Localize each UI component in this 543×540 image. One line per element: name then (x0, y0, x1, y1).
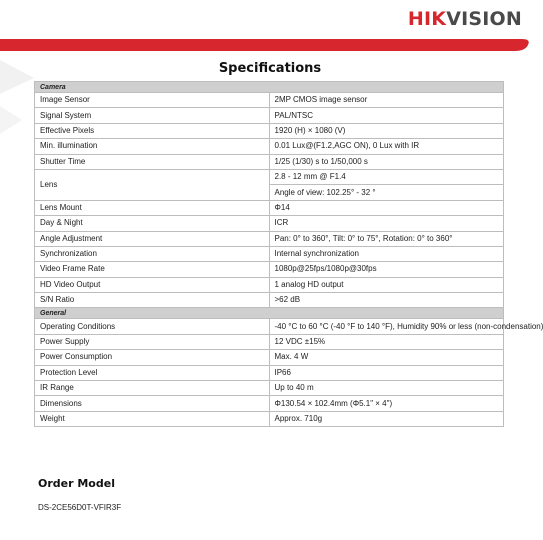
spec-label: Synchronization (35, 246, 270, 261)
spec-value: Max. 4 W (269, 350, 504, 365)
spec-row (35, 277, 504, 292)
spec-label: Min. illumination (35, 139, 270, 154)
page-title: Specifications (218, 61, 322, 76)
spec-value: 1/25 (1/30) s to 1/50,000 s (269, 154, 504, 169)
spec-value: 1 analog HD output (269, 277, 504, 292)
spec-row (35, 231, 504, 246)
spec-value: Pan: 0° to 360°, Tilt: 0° to 75°, Rotation: 0° to 360° (269, 231, 504, 246)
spec-value: ICR (269, 216, 504, 231)
spec-label: Power Supply (35, 334, 270, 349)
logo-part-red: HIK (407, 8, 447, 30)
spec-value: 2MP CMOS image sensor (269, 93, 504, 108)
spec-value: Internal synchronization (269, 246, 504, 261)
spec-row (35, 246, 504, 261)
spec-row (35, 262, 504, 277)
spec-label: Lens Mount (35, 200, 270, 215)
spec-value: 1920 (H) × 1080 (V) (269, 123, 504, 138)
spec-value: Φ130.54 × 102.4mm (Φ5.1" × 4") (269, 396, 504, 411)
spec-row (35, 123, 504, 138)
spec-row (35, 216, 504, 231)
spec-value: Up to 40 m (269, 381, 504, 396)
spec-label: Day & Night (35, 216, 270, 231)
spec-label: Weight (35, 411, 270, 426)
spec-row (35, 154, 504, 169)
section-header: Camera (35, 82, 504, 93)
spec-row (35, 396, 504, 411)
spec-label: HD Video Output (35, 277, 270, 292)
spec-value: 2.8 - 12 mm @ F1.4 (269, 169, 504, 184)
spec-value: Approx. 710g (269, 411, 504, 426)
spec-row (35, 350, 504, 365)
spec-value: >62 dB (269, 293, 504, 308)
spec-row (35, 200, 504, 215)
spec-label: Dimensions (35, 396, 270, 411)
spec-label: Lens (35, 169, 270, 200)
spec-row (35, 365, 504, 380)
spec-label: S/N Ratio (35, 293, 270, 308)
spec-label: IR Range (35, 381, 270, 396)
spec-row (35, 381, 504, 396)
spec-value: 1080p@25fps/1080p@30fps (269, 262, 504, 277)
spec-value: Φ14 (269, 200, 504, 215)
header-red-stripe (0, 36, 540, 52)
section-header: General (35, 308, 504, 319)
spec-value: 0.01 Lux@(F1.2,AGC ON), 0 Lux with IR (269, 139, 504, 154)
spec-row (35, 93, 504, 108)
spec-label: Signal System (35, 108, 270, 123)
section-header-row (35, 308, 504, 319)
spec-label: Effective Pixels (35, 123, 270, 138)
spec-value: Angle of view: 102.25° - 32 ° (269, 185, 504, 200)
spec-label: Image Sensor (35, 93, 270, 108)
spec-table (34, 81, 543, 427)
spec-row (35, 169, 504, 184)
spec-row (35, 293, 504, 308)
spec-label: Shutter Time (35, 154, 270, 169)
order-model-heading: Order Model (38, 477, 115, 490)
spec-value: 12 VDC ±15% (269, 334, 504, 349)
order-model-code: DS-2CE56D0T-VFIR3F (38, 503, 122, 512)
spec-label: Angle Adjustment (35, 231, 270, 246)
spec-label: Protection Level (35, 365, 270, 380)
spec-label: Power Consumption (35, 350, 270, 365)
spec-row (35, 108, 504, 123)
spec-row (35, 334, 504, 349)
spec-value: IP66 (269, 365, 504, 380)
spec-value: PAL/NTSC (269, 108, 504, 123)
spec-label: Operating Conditions (35, 319, 270, 334)
spec-row (35, 319, 504, 334)
spec-value: -40 °C to 60 °C (-40 °F to 140 °F), Humidity 90% or less (non-condensation) (269, 319, 504, 334)
hikvision-logo (408, 8, 522, 30)
spec-row (35, 139, 504, 154)
spec-row (35, 411, 504, 426)
section-header-row (35, 82, 504, 93)
spec-label: Video Frame Rate (35, 262, 270, 277)
logo-part-gray: VISION (446, 8, 522, 30)
